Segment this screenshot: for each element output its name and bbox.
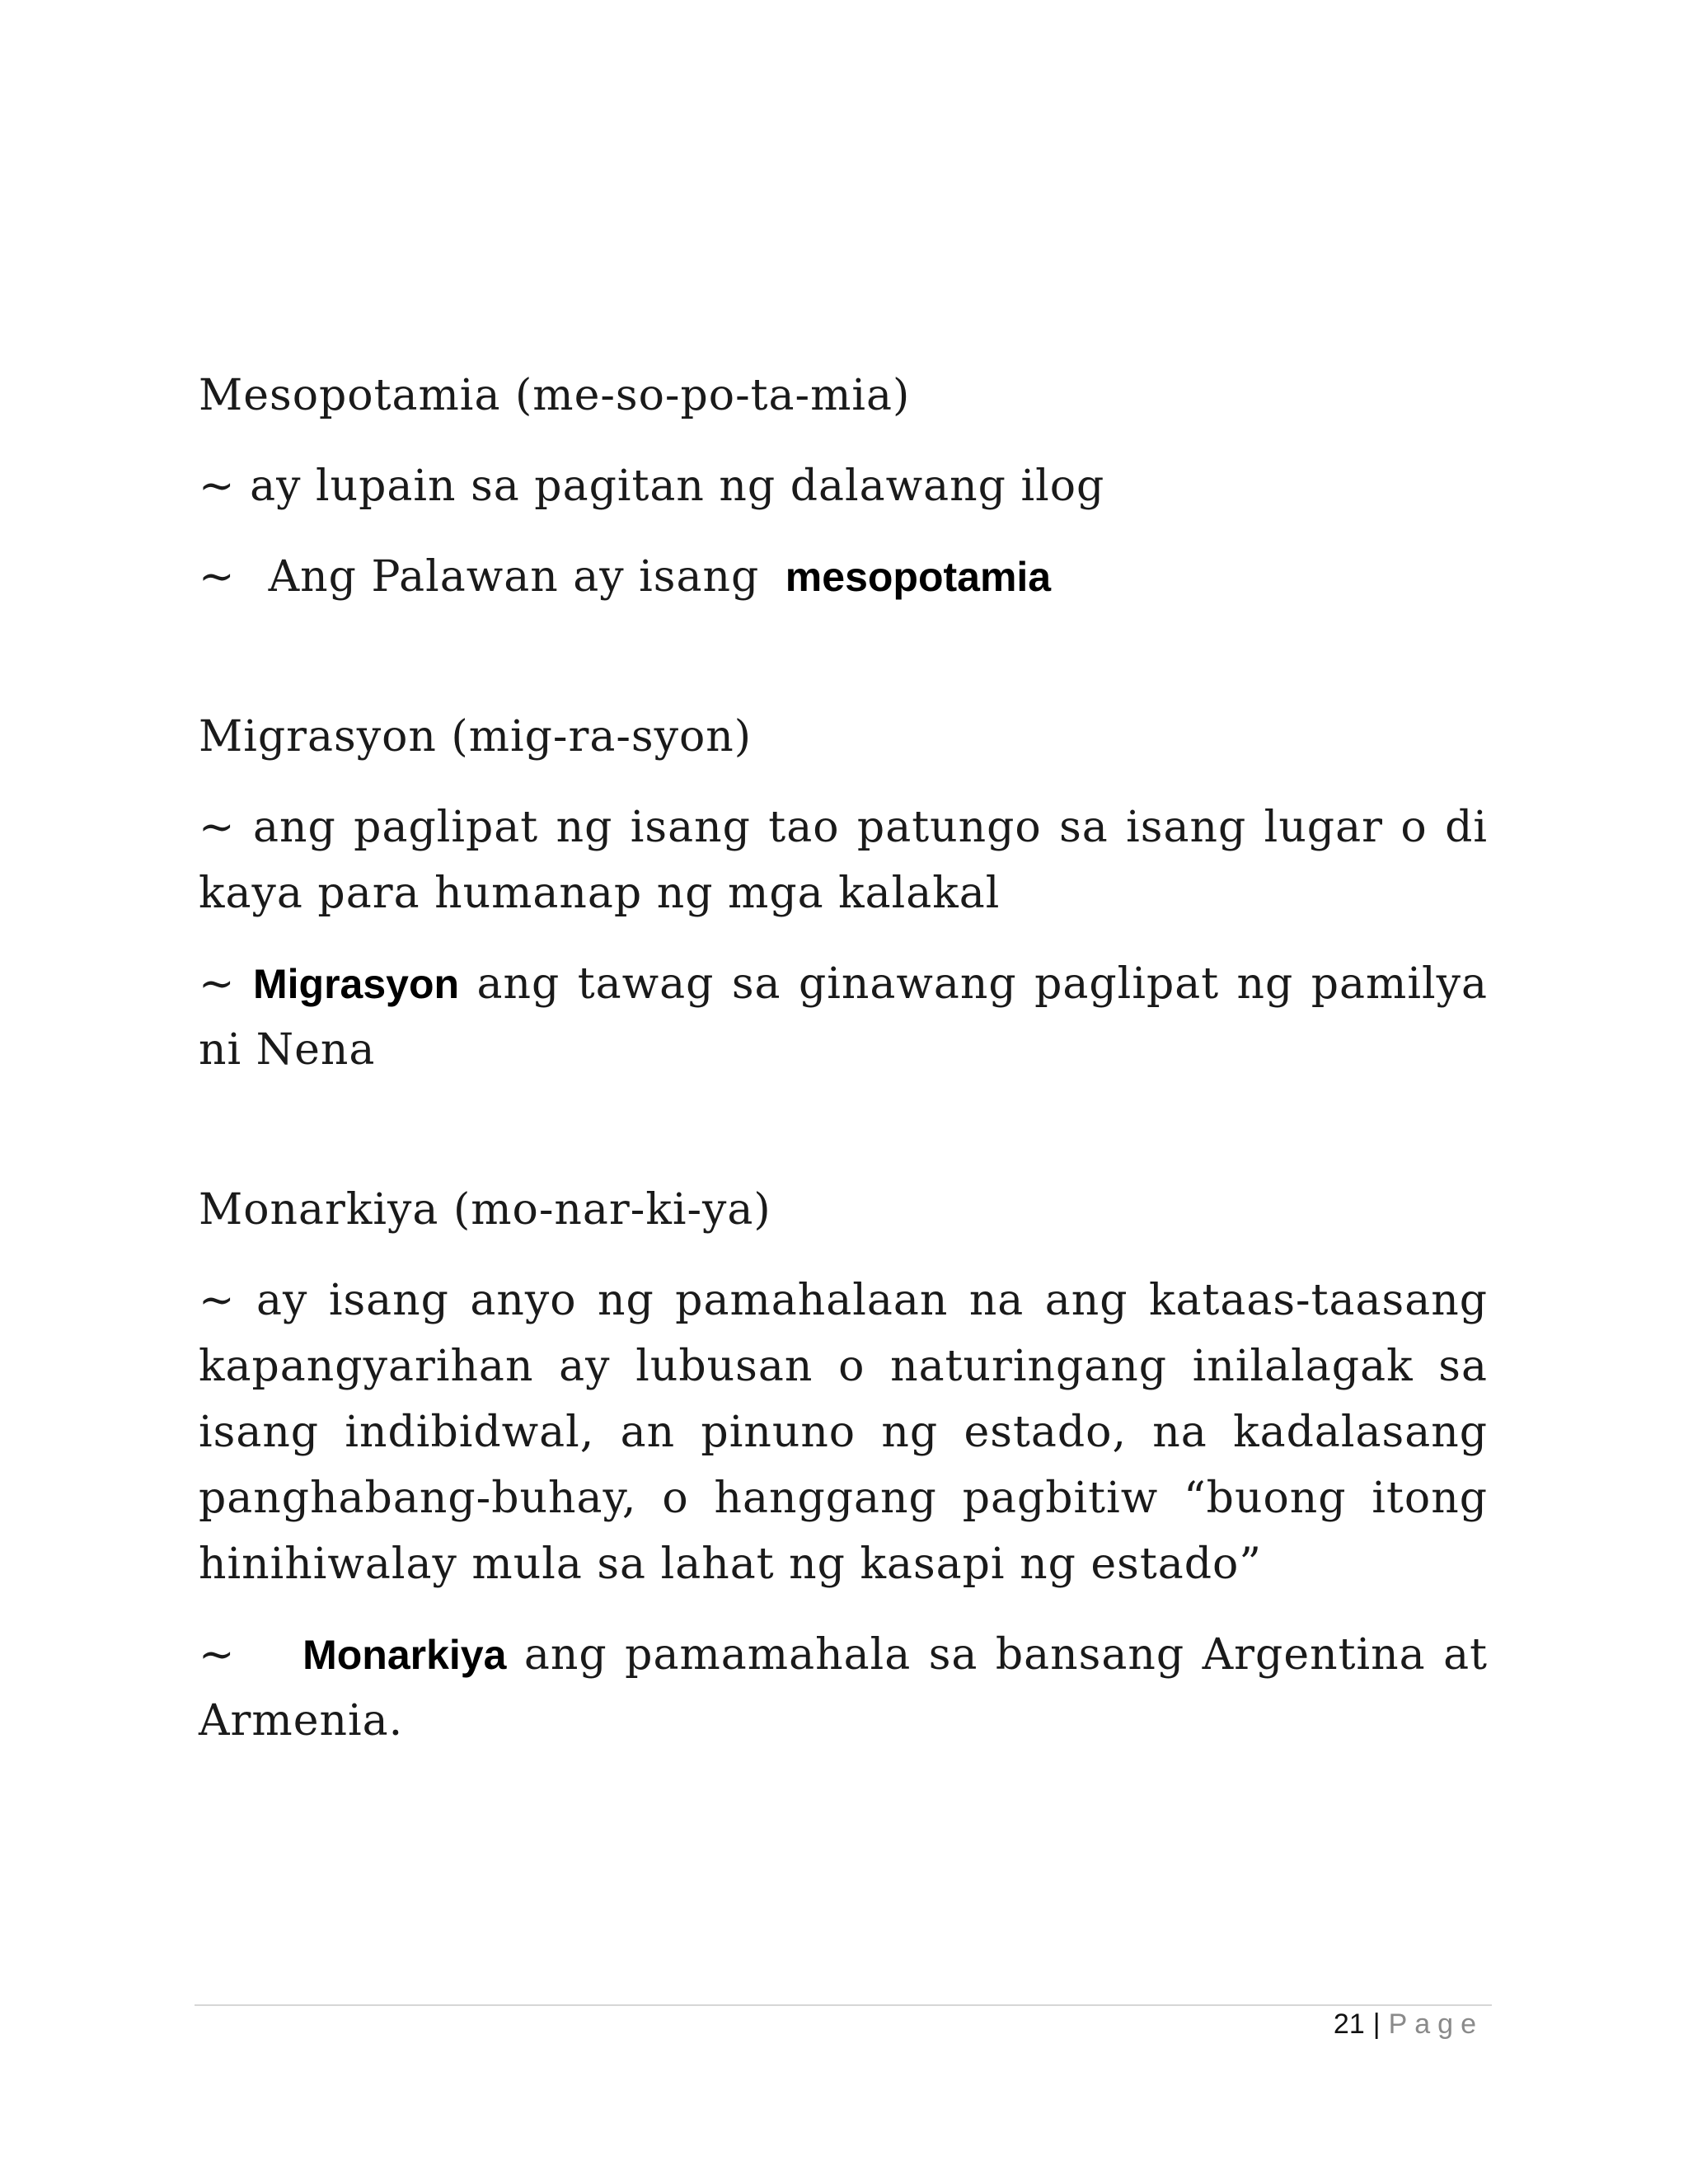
example-bold-term: Monarkiya (302, 1632, 507, 1678)
entry-definition: ~ ay isang anyo ng pamahalaan na ang kataas-taasang kapangyarihan ay lubusan o naturingang inilalagak sa isang indibidwal, an pinuno ng estado, na kadalasang panghabang-buhay, o hanggang pagbitiw “buong itong hinihiwalay mula sa lahat ng kasapi ng estado” (199, 1276, 1488, 1589)
glossary-entry-migrasyon (199, 704, 1488, 1083)
example-text-after: ang pamamahala sa bansang Argentina at Armenia. (199, 1630, 1488, 1746)
page-footer (1334, 2001, 1484, 2047)
entry-example (199, 951, 1488, 1083)
tilde-marker: ~ (199, 1630, 236, 1680)
footer-divider (195, 2004, 1492, 2006)
glossary-entry-mesopotamia (199, 363, 1488, 610)
example-text-before: Ang Palawan ay isang (268, 552, 760, 602)
footer-separator: | (1372, 2008, 1381, 2040)
entry-example (199, 1622, 1488, 1754)
page-label: Page (1388, 2008, 1484, 2040)
entry-definition: ~ ang paglipat ng isang tao patungo sa isang lugar o di kaya para humanap ng mga kalakal (199, 803, 1488, 918)
glossary-content (199, 363, 1488, 1754)
entry-term: Mesopotamia (me-so-po-ta-mia) (199, 371, 911, 420)
glossary-entry-monarkiya (199, 1177, 1488, 1754)
example-text-after: ang tawag sa ginawang paglipat ng pamilya ni Nena (199, 959, 1489, 1075)
entry-example (199, 544, 1488, 610)
example-bold-term: Migrasyon (253, 961, 460, 1007)
entry-definition: ~ ay lupain sa pagitan ng dalawang ilog (199, 462, 1105, 511)
tilde-marker: ~ (199, 959, 236, 1009)
example-bold-term: mesopotamia (785, 554, 1052, 600)
entry-term: Migrasyon (mig-ra-syon) (199, 712, 753, 762)
tilde-marker: ~ (199, 552, 236, 602)
page-number: 21 (1333, 2008, 1365, 2040)
entry-term: Monarkiya (mo-nar-ki-ya) (199, 1185, 771, 1235)
